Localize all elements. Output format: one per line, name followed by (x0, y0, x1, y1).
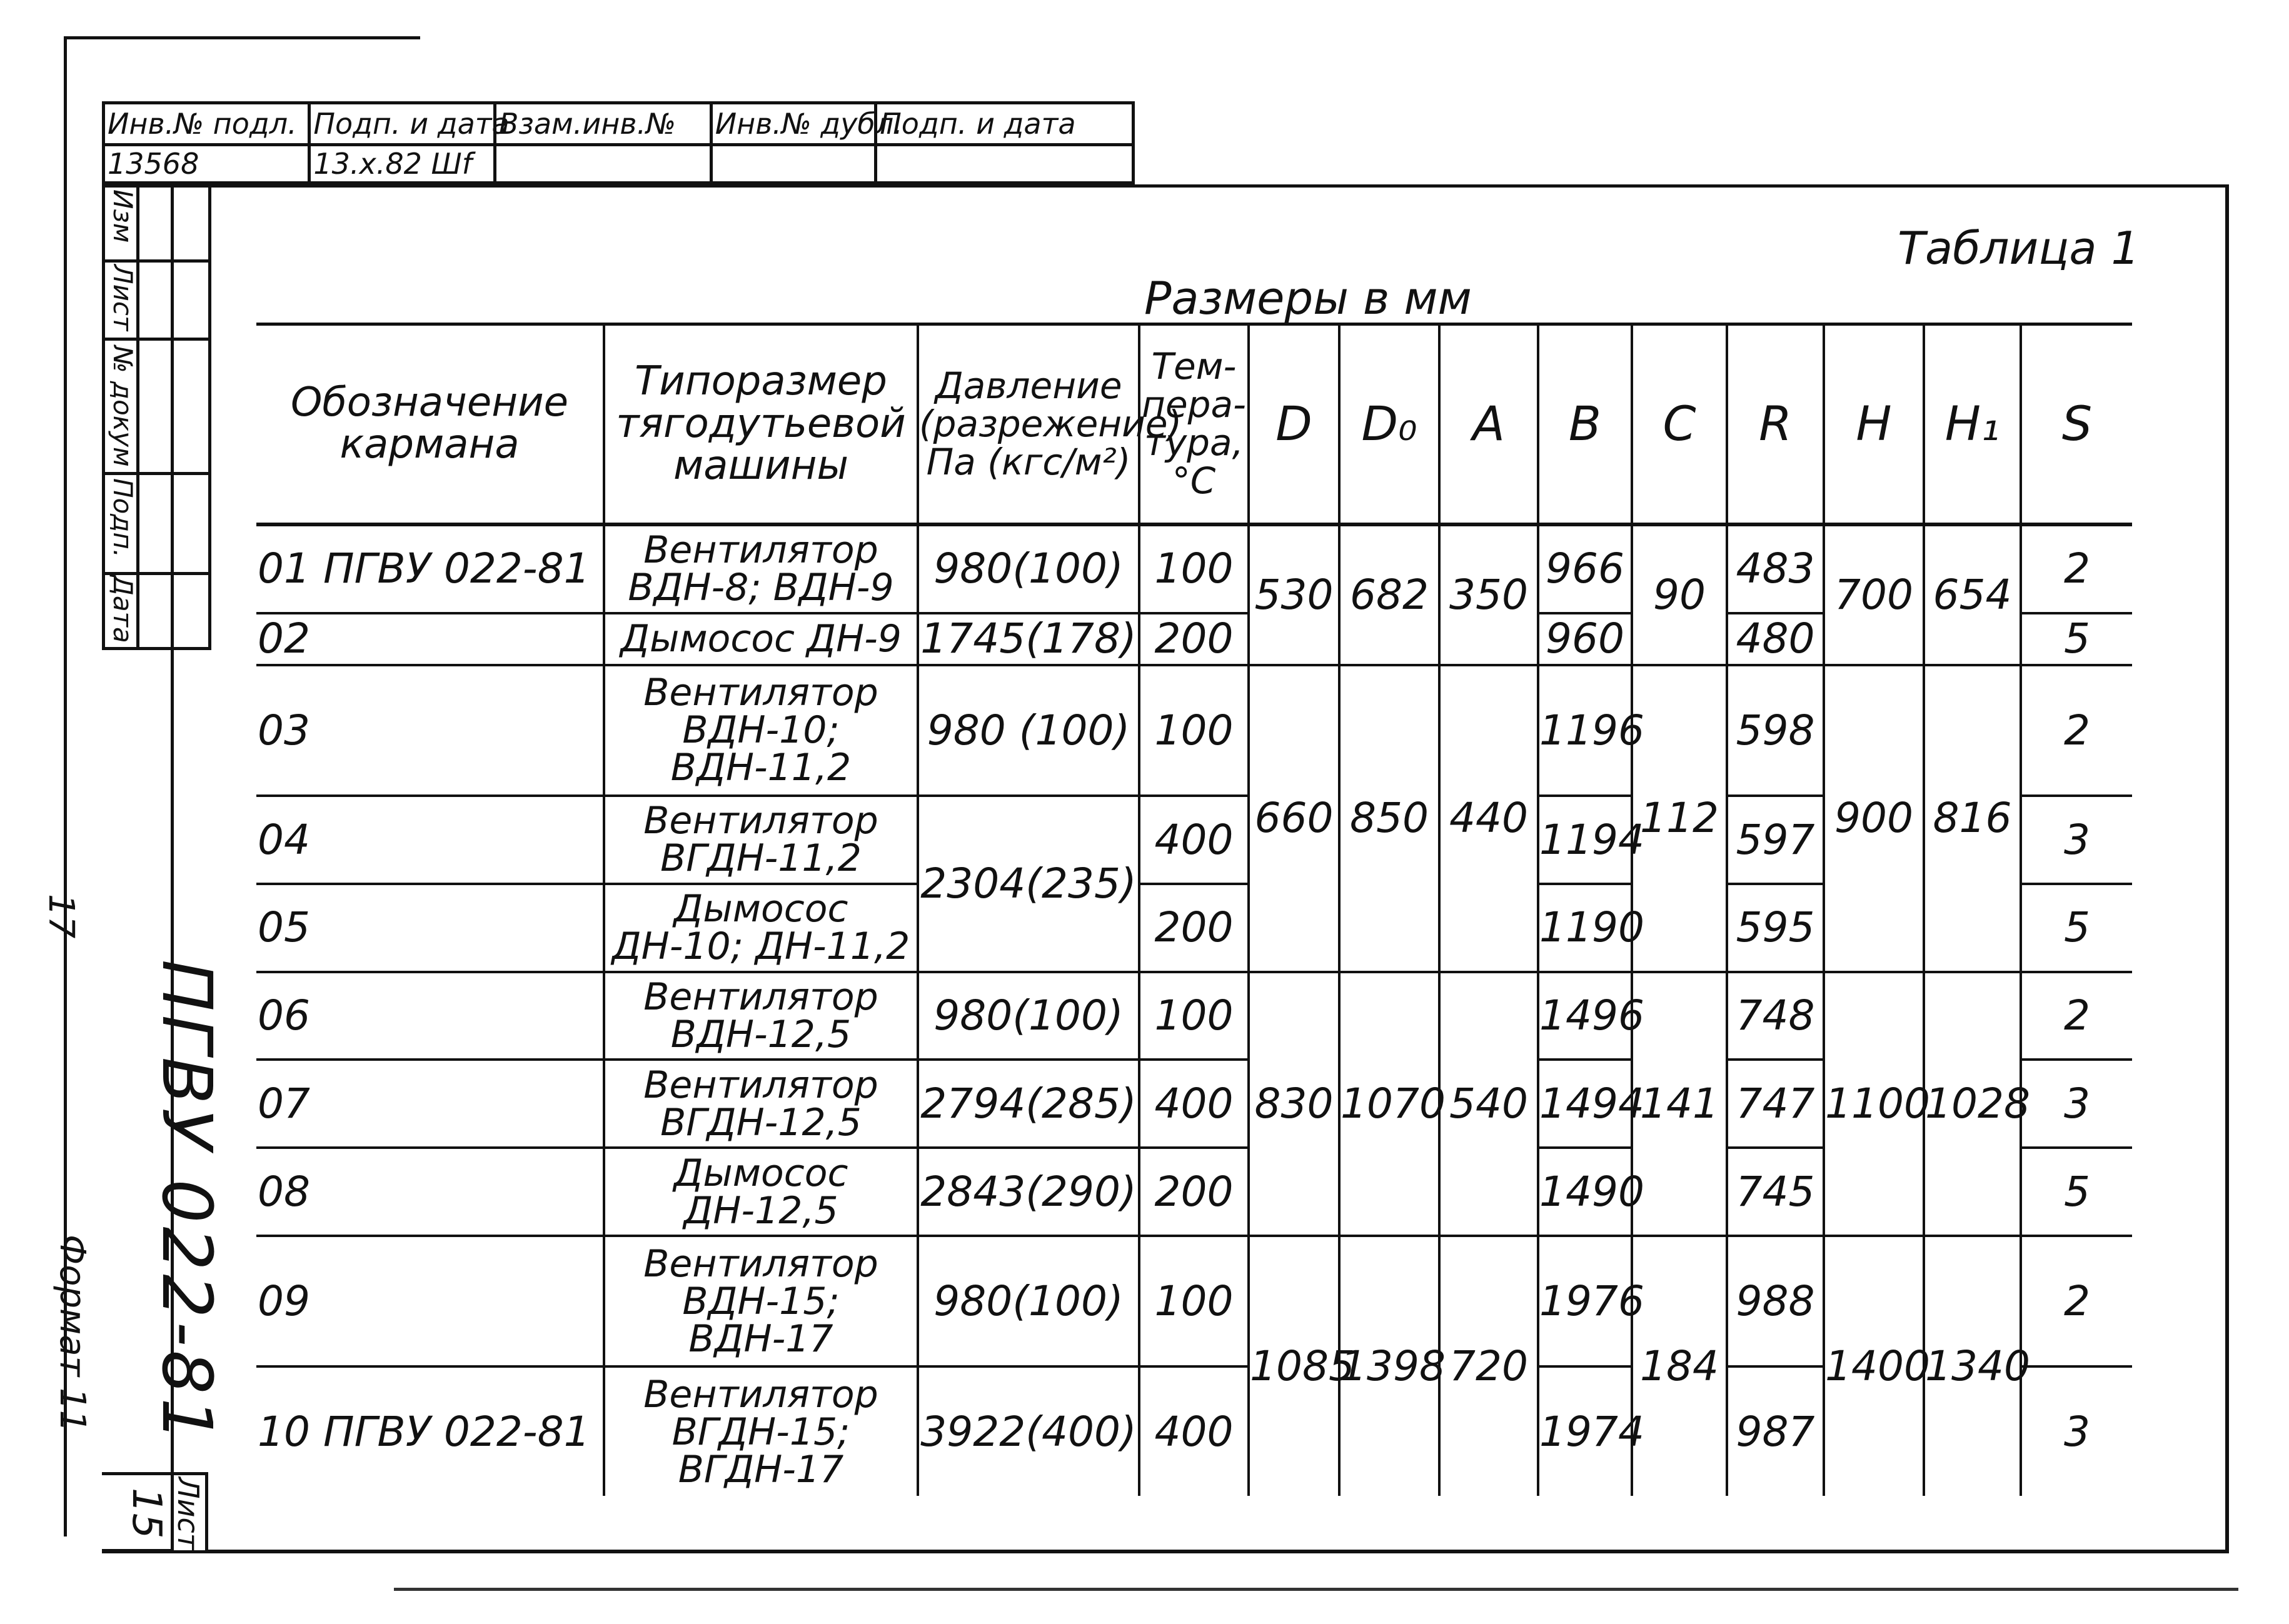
row-B: 966 (1538, 524, 1632, 613)
row-R: 747 (1727, 1060, 1824, 1148)
format-label: Формат 11 (52, 1235, 93, 1433)
row-machine: Вентилятор ВДН-8; ВДН-9 (604, 524, 918, 613)
margin-label-list: Лист (108, 264, 138, 331)
row-S: 3 (2021, 796, 2132, 884)
row-machine: Вентилятор ВГДН-11,2 (604, 796, 918, 884)
table-caption: Таблица 1 (1898, 222, 2140, 274)
dimensions-table (256, 323, 2132, 1496)
header-designation: Обозначение кармана (256, 324, 604, 524)
row-temperature: 100 (1139, 665, 1249, 796)
header-H1: H₁ (1924, 324, 2021, 524)
margin-label-doc: № докум (108, 346, 138, 467)
row-B: 1196 (1538, 665, 1632, 796)
row-B: 1496 (1538, 972, 1632, 1060)
group-D0: 682 (1339, 524, 1439, 665)
row-B: 1494 (1538, 1060, 1632, 1148)
row-pressure: 3922(400) (918, 1366, 1139, 1496)
group-H1: 1028 (1924, 972, 2021, 1236)
row-temperature: 100 (1139, 524, 1249, 613)
row-pressure: 980(100) (918, 1236, 1139, 1366)
row-S: 5 (2021, 1148, 2132, 1236)
stamp-header-sign-date-2: Подп. и дата (876, 103, 1134, 145)
row-S: 3 (2021, 1060, 2132, 1148)
row-B: 1974 (1538, 1366, 1632, 1496)
row-temperature: 400 (1139, 796, 1249, 884)
row-temperature: 200 (1139, 884, 1249, 972)
approval-stamp (102, 101, 1135, 184)
row-machine: Вентилятор ВДН-10; ВДН-11,2 (604, 665, 918, 796)
header-temperature: Тем-пера-тура, °С (1139, 324, 1249, 524)
row-R: 597 (1727, 796, 1824, 884)
row-machine: Вентилятор ВГДН-12,5 (604, 1060, 918, 1148)
group-H: 1400 (1824, 1236, 1924, 1496)
margin-sheet-label: Лист (171, 1477, 205, 1550)
row-S: 2 (2021, 972, 2132, 1060)
group-C: 184 (1632, 1236, 1727, 1496)
header-machine: Типоразмер тягодутьевой машины (604, 324, 918, 524)
page-number: 17 (41, 894, 81, 939)
margin-doc-code: ПГВУ 022-81 (147, 960, 227, 1446)
row-mark: 04 (256, 796, 604, 884)
dimensions-caption: Размеры в мм (1144, 272, 1472, 324)
group-D: 1085 (1249, 1236, 1339, 1496)
row-mark: 01 ПГВУ 022-81 (256, 524, 604, 613)
row-machine: Вентилятор ВДН-15; ВДН-17 (604, 1236, 918, 1366)
header-C: C (1632, 324, 1727, 524)
margin-sheet-number: 15 (123, 1488, 169, 1539)
row-mark: 05 (256, 884, 604, 972)
row-machine: Вентилятор ВГДН-15; ВГДН-17 (604, 1366, 918, 1496)
group-H: 1100 (1824, 972, 1924, 1236)
margin-label-sign: Подп. (108, 478, 138, 558)
row-pressure: 2304(235) (918, 796, 1139, 972)
row-B: 1976 (1538, 1236, 1632, 1366)
row-mark: 03 (256, 665, 604, 796)
row-R: 483 (1727, 524, 1824, 613)
row-temperature: 100 (1139, 1236, 1249, 1366)
header-R: R (1727, 324, 1824, 524)
row-temperature: 400 (1139, 1060, 1249, 1148)
row-R: 987 (1727, 1366, 1824, 1496)
row-S: 2 (2021, 665, 2132, 796)
row-mark: 07 (256, 1060, 604, 1148)
row-pressure: 980 (100) (918, 665, 1139, 796)
group-C: 112 (1632, 665, 1727, 972)
row-R: 480 (1727, 613, 1824, 665)
header-B: B (1538, 324, 1632, 524)
row-B: 960 (1538, 613, 1632, 665)
stamp-value-sign-date-2 (876, 145, 1134, 183)
row-temperature: 400 (1139, 1366, 1249, 1496)
stamp-value-inv-orig: 13568 (104, 145, 309, 183)
row-S: 2 (2021, 524, 2132, 613)
group-H1: 1340 (1924, 1236, 2021, 1496)
row-B: 1190 (1538, 884, 1632, 972)
group-D: 830 (1249, 972, 1339, 1236)
header-A: A (1439, 324, 1538, 524)
stamp-header-inv-dup: Инв.№ дубл. (711, 103, 876, 145)
row-B: 1194 (1538, 796, 1632, 884)
group-D0: 850 (1339, 665, 1439, 972)
group-D: 660 (1249, 665, 1339, 972)
margin-label-date: Дата (108, 575, 138, 643)
header-S: S (2021, 324, 2132, 524)
row-temperature: 200 (1139, 613, 1249, 665)
header-pressure: Давление (разрежение) Па (кгс/м²) (918, 324, 1139, 524)
sheet-outer-border-top (64, 36, 420, 39)
stamp-header-replace-inv: Взам.инв.№ (495, 103, 711, 145)
row-S: 5 (2021, 884, 2132, 972)
row-R: 595 (1727, 884, 1824, 972)
group-H1: 816 (1924, 665, 2021, 972)
sheet-bottom-rule (394, 1588, 2238, 1591)
row-mark: 06 (256, 972, 604, 1060)
row-machine: Дымосос ДН-12,5 (604, 1148, 918, 1236)
group-A: 350 (1439, 524, 1538, 665)
row-mark: 08 (256, 1148, 604, 1236)
group-C: 90 (1632, 524, 1727, 665)
group-H1: 654 (1924, 524, 2021, 665)
row-machine: Дымосос ДН-9 (604, 613, 918, 665)
row-R: 745 (1727, 1148, 1824, 1236)
row-temperature: 100 (1139, 972, 1249, 1060)
header-H: H (1824, 324, 1924, 524)
group-A: 540 (1439, 972, 1538, 1236)
row-mark: 02 (256, 613, 604, 665)
left-margin-strip (102, 184, 227, 1560)
group-H: 900 (1824, 665, 1924, 972)
group-C: 141 (1632, 972, 1727, 1236)
header-D: D (1249, 324, 1339, 524)
row-S: 3 (2021, 1366, 2132, 1496)
group-D0: 1070 (1339, 972, 1439, 1236)
row-pressure: 980(100) (918, 524, 1139, 613)
group-A: 440 (1439, 665, 1538, 972)
stamp-value-inv-dup (711, 145, 876, 183)
row-B: 1490 (1538, 1148, 1632, 1236)
stamp-value-sign-date: 13.х.82 Шf (309, 145, 495, 183)
row-pressure: 2794(285) (918, 1060, 1139, 1148)
row-R: 748 (1727, 972, 1824, 1060)
margin-label-izm: Изм (108, 189, 138, 243)
row-S: 2 (2021, 1236, 2132, 1366)
row-temperature: 200 (1139, 1148, 1249, 1236)
stamp-header-sign-date: Подп. и дата (309, 103, 495, 145)
stamp-value-replace-inv (495, 145, 711, 183)
row-R: 598 (1727, 665, 1824, 796)
row-S: 5 (2021, 613, 2132, 665)
header-D0: D₀ (1339, 324, 1439, 524)
row-pressure: 1745(178) (918, 613, 1139, 665)
group-H: 700 (1824, 524, 1924, 665)
group-D: 530 (1249, 524, 1339, 665)
row-pressure: 980(100) (918, 972, 1139, 1060)
row-machine: Дымосос ДН-10; ДН-11,2 (604, 884, 918, 972)
stamp-header-inv-orig: Инв.№ подл. (104, 103, 309, 145)
row-R: 988 (1727, 1236, 1824, 1366)
group-D0: 1398 (1339, 1236, 1439, 1496)
group-A: 720 (1439, 1236, 1538, 1496)
row-mark: 09 (256, 1236, 604, 1366)
row-machine: Вентилятор ВДН-12,5 (604, 972, 918, 1060)
row-pressure: 2843(290) (918, 1148, 1139, 1236)
row-mark: 10 ПГВУ 022-81 (256, 1366, 604, 1496)
